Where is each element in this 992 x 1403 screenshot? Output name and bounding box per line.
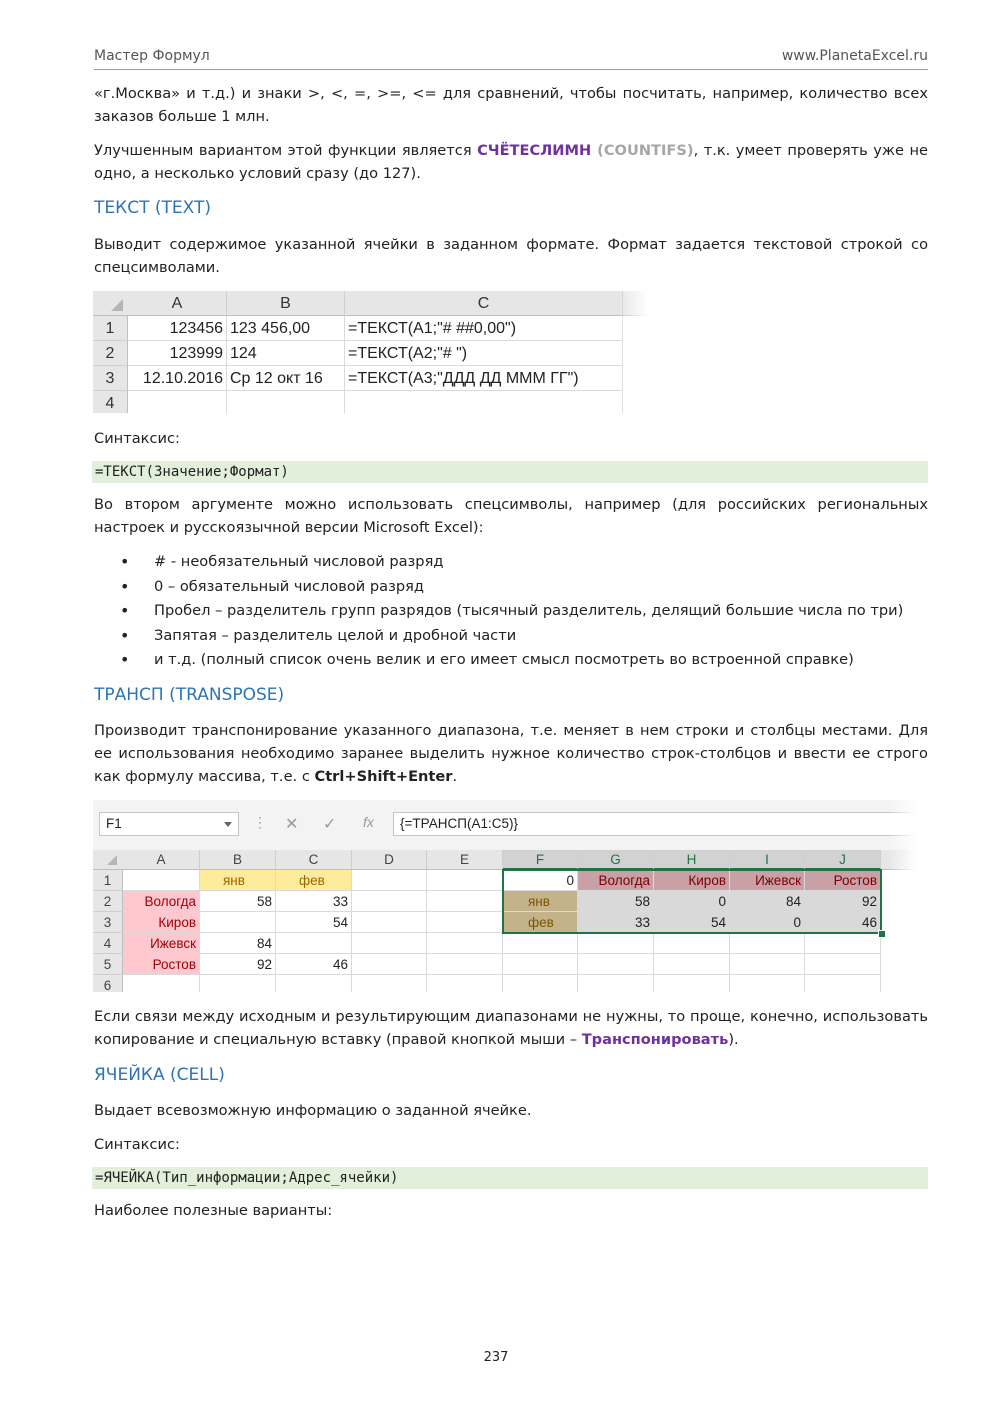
- transpose-text-after: .: [452, 768, 458, 785]
- paste-text-after: ).: [728, 1031, 739, 1048]
- column-header-e[interactable]: E: [427, 850, 503, 870]
- column-header-a[interactable]: A: [128, 291, 227, 316]
- cell-j1[interactable]: Ростов: [805, 870, 881, 891]
- function-icon[interactable]: fx: [363, 814, 374, 830]
- spreadsheet-fade-edge: [618, 291, 648, 413]
- cell-i1[interactable]: Ижевск: [730, 870, 805, 891]
- row-header-2[interactable]: 2: [93, 341, 128, 366]
- spreadsheet-text-example: [93, 291, 648, 413]
- cell-c3[interactable]: =ТЕКСТ(A3;"ДДД ДД МММ ГГ"): [345, 366, 623, 391]
- paragraph-cell-description: Выдает всевозможную информацию о заданной ячейке.: [94, 1102, 532, 1119]
- cell-c1[interactable]: =ТЕКСТ(A1;"# ##0,00"): [345, 316, 623, 341]
- row-header-4[interactable]: 4: [93, 933, 123, 954]
- column-header-c[interactable]: C: [276, 850, 352, 870]
- cell-f1[interactable]: 0: [503, 870, 578, 891]
- countifs-function-en: (COUNTIFS): [591, 142, 694, 159]
- cell-i5[interactable]: [730, 954, 805, 975]
- countifs-function-name: СЧЁТЕСЛИМН: [477, 142, 592, 159]
- cell-g6[interactable]: [578, 975, 654, 992]
- formula-bar-grip-icon[interactable]: ⋮: [253, 814, 267, 830]
- paragraph-transpose-description: [94, 719, 928, 788]
- cell-f6[interactable]: [503, 975, 578, 992]
- paragraph-useful-variants: Наиболее полезные варианты:: [94, 1202, 333, 1219]
- column-header-i[interactable]: I: [730, 850, 805, 870]
- cell-j5[interactable]: [805, 954, 881, 975]
- spreadsheet-transpose-example: [93, 800, 917, 992]
- cell-a2[interactable]: Вологда: [123, 891, 200, 912]
- column-header-c[interactable]: C: [345, 291, 623, 316]
- cell-text: янв: [528, 894, 550, 909]
- row-header-1[interactable]: 1: [93, 316, 128, 341]
- cell-g4[interactable]: [578, 933, 654, 954]
- heading-text-function: ТЕКСТ (TEXT): [94, 198, 211, 218]
- cell-c6[interactable]: [276, 975, 352, 992]
- cell-h1[interactable]: Киров: [654, 870, 730, 891]
- cell-b5[interactable]: 92: [200, 954, 276, 975]
- cell-a1[interactable]: 123456: [128, 316, 227, 341]
- cell-h5[interactable]: [654, 954, 730, 975]
- column-header-b[interactable]: B: [200, 850, 276, 870]
- column-header-a[interactable]: A: [123, 850, 200, 870]
- cell-e2[interactable]: [427, 891, 503, 912]
- list-item: • и т.д. (полный список очень велик и его имеет смысл посмотреть во встроенной справке): [120, 648, 903, 673]
- cell-c3[interactable]: 54: [276, 912, 352, 933]
- select-all-triangle-icon: [107, 855, 117, 865]
- cell-d3[interactable]: [352, 912, 427, 933]
- paragraph-text-description: Выводит содержимое указанной ячейки в заданном формате. Формат задается текстовой строкой со спецсимволами.: [94, 236, 928, 276]
- cell-c1[interactable]: [276, 870, 352, 891]
- name-box-value: F1: [106, 816, 122, 831]
- heading-transpose-function: ТРАНСП (TRANSPOSE): [94, 685, 285, 705]
- cell-b4[interactable]: 84: [200, 933, 276, 954]
- select-all-corner[interactable]: [93, 850, 124, 870]
- shortcut-keys: Ctrl+Shift+Enter: [314, 768, 453, 785]
- cell-j6[interactable]: [805, 975, 881, 992]
- row-header-2[interactable]: 2: [93, 891, 123, 912]
- paste-text-before: Если связи между исходным и результирующим диапазонами не нужны, то проще, конечно, использовать копирование и специальную вставку (правой кнопкой мыши –: [94, 1008, 928, 1048]
- paragraph-special-chars: Во втором аргументе можно использовать спецсимволы, например (для российских региональных настроек и русскоязычной версии Microsoft Excel):: [94, 496, 928, 536]
- cell-h4[interactable]: [654, 933, 730, 954]
- cell-d1[interactable]: [352, 870, 427, 891]
- cell-a4[interactable]: [128, 391, 227, 413]
- cell-a3[interactable]: Киров: [123, 912, 200, 933]
- list-item: • # - необязательный числовой разряд: [120, 550, 903, 575]
- cell-f3[interactable]: [503, 912, 578, 933]
- cell-c2[interactable]: 33: [276, 891, 352, 912]
- cell-a4[interactable]: Ижевск: [123, 933, 200, 954]
- cell-j3[interactable]: 46: [805, 912, 881, 933]
- row-header-4[interactable]: 4: [93, 391, 128, 413]
- countifs-text-before: Улучшенным вариантом этой функции является: [94, 142, 478, 159]
- cancel-icon[interactable]: ✕: [285, 816, 299, 833]
- list-item: • Запятая – разделитель целой и дробной части: [120, 624, 903, 649]
- header-divider: [94, 69, 928, 70]
- column-header-d[interactable]: D: [352, 850, 427, 870]
- transpose-text-before: Производит транспонирование указанного диапазона, т.е. меняет в нем строки и столбцы местами. Для ее использования необходимо заранее выделить нужное количество строк-столбцов и ввести ее строго как формулу массива, т.е. с: [94, 722, 928, 785]
- select-all-corner[interactable]: [93, 291, 129, 316]
- special-chars-list: [120, 550, 903, 673]
- chevron-down-icon[interactable]: [224, 822, 232, 827]
- cell-c2[interactable]: =ТЕКСТ(A2;"# "): [345, 341, 623, 366]
- cell-i3[interactable]: 0: [730, 912, 805, 933]
- column-header-b[interactable]: B: [227, 291, 345, 316]
- paragraph-paste-special: [94, 1005, 928, 1051]
- cell-a2[interactable]: 123999: [128, 341, 227, 366]
- transpose-command: Транспонировать: [581, 1031, 729, 1048]
- syntax-code-text: =ТЕКСТ(Значение;Формат): [92, 461, 928, 483]
- cell-a1[interactable]: [123, 870, 200, 891]
- cell-i4[interactable]: [730, 933, 805, 954]
- cell-d6[interactable]: [352, 975, 427, 992]
- cell-i6[interactable]: [730, 975, 805, 992]
- syntax-label-text: Синтаксис:: [94, 430, 180, 447]
- cell-e3[interactable]: [427, 912, 503, 933]
- column-header-j[interactable]: J: [805, 850, 881, 870]
- cell-e6[interactable]: [427, 975, 503, 992]
- formula-input[interactable]: {=ТРАНСП(A1:C5)}: [393, 812, 917, 836]
- cell-c5[interactable]: 46: [276, 954, 352, 975]
- cell-a3[interactable]: 12.10.2016: [128, 366, 227, 391]
- cell-e4[interactable]: [427, 933, 503, 954]
- cell-text: фев: [299, 873, 325, 888]
- cell-c4[interactable]: [345, 391, 623, 413]
- header-title: Мастер Формул: [94, 48, 210, 64]
- cell-text: фев: [528, 915, 554, 930]
- cell-b2[interactable]: 58: [200, 891, 276, 912]
- cell-d4[interactable]: [352, 933, 427, 954]
- cell-h6[interactable]: [654, 975, 730, 992]
- cell-b2[interactable]: 124: [227, 341, 345, 366]
- cell-e5[interactable]: [427, 954, 503, 975]
- cell-h3[interactable]: 54: [654, 912, 730, 933]
- cell-c4[interactable]: [276, 933, 352, 954]
- column-header-g[interactable]: G: [578, 850, 654, 870]
- countifs-text-after: , т.к. умеет проверять уже не одно, а несколько условий сразу (до 127).: [94, 142, 929, 182]
- cell-i2[interactable]: 84: [730, 891, 805, 912]
- cell-b6[interactable]: [200, 975, 276, 992]
- cell-f4[interactable]: [503, 933, 578, 954]
- column-header-f[interactable]: F: [503, 850, 578, 870]
- row-header-3[interactable]: 3: [93, 912, 123, 933]
- row-header-5[interactable]: 5: [93, 954, 123, 975]
- list-item: • Пробел – разделитель групп разрядов (тысячный разделитель, делящий большие числа по три): [120, 599, 903, 624]
- enter-icon[interactable]: ✓: [323, 816, 337, 833]
- cell-a6[interactable]: [123, 975, 200, 992]
- cell-b1[interactable]: 123 456,00: [227, 316, 345, 341]
- paragraph-countif-intro: «г.Москва» и т.д.) и знаки >, <, =, >=, <= для сравнений, чтобы посчитать, например, количество всех заказов больше 1 млн.: [94, 85, 928, 125]
- cell-g5[interactable]: [578, 954, 654, 975]
- cell-d5[interactable]: [352, 954, 427, 975]
- list-item: • 0 – обязательный числовой разряд: [120, 575, 903, 600]
- column-header-h[interactable]: H: [654, 850, 730, 870]
- cell-d2[interactable]: [352, 891, 427, 912]
- cell-text: янв: [223, 873, 245, 888]
- cell-f2[interactable]: [503, 891, 578, 912]
- row-header-1[interactable]: 1: [93, 870, 123, 891]
- select-all-triangle-icon: [111, 299, 123, 311]
- heading-cell-function: ЯЧЕЙКА (CELL): [94, 1065, 225, 1085]
- cell-b3[interactable]: [200, 912, 276, 933]
- syntax-label-text: Синтаксис:: [94, 1136, 180, 1153]
- row-header-6[interactable]: 6: [93, 975, 123, 992]
- header-website: www.PlanetaExcel.ru: [781, 48, 928, 64]
- formula-bar: [93, 800, 917, 850]
- cell-b4[interactable]: [227, 391, 345, 413]
- paragraph-countifs: [94, 139, 928, 185]
- page-number: 237: [483, 1350, 509, 1365]
- cell-g3[interactable]: 33: [578, 912, 654, 933]
- cell-a5[interactable]: Ростов: [123, 954, 200, 975]
- syntax-code-text: =ЯЧЕЙКА(Тип_информации;Адрес_ячейки): [92, 1167, 928, 1189]
- cell-j4[interactable]: [805, 933, 881, 954]
- cell-b3[interactable]: Ср 12 окт 16: [227, 366, 345, 391]
- name-box[interactable]: [99, 812, 239, 836]
- row-header-3[interactable]: 3: [93, 366, 128, 391]
- cell-g1[interactable]: Вологда: [578, 870, 654, 891]
- fill-handle[interactable]: [878, 930, 886, 938]
- cell-j2[interactable]: 92: [805, 891, 881, 912]
- cell-f5[interactable]: [503, 954, 578, 975]
- cell-h2[interactable]: 0: [654, 891, 730, 912]
- cell-e1[interactable]: [427, 870, 503, 891]
- cell-b1[interactable]: [200, 870, 276, 891]
- spreadsheet-fade-edge: [887, 800, 917, 992]
- cell-g2[interactable]: 58: [578, 891, 654, 912]
